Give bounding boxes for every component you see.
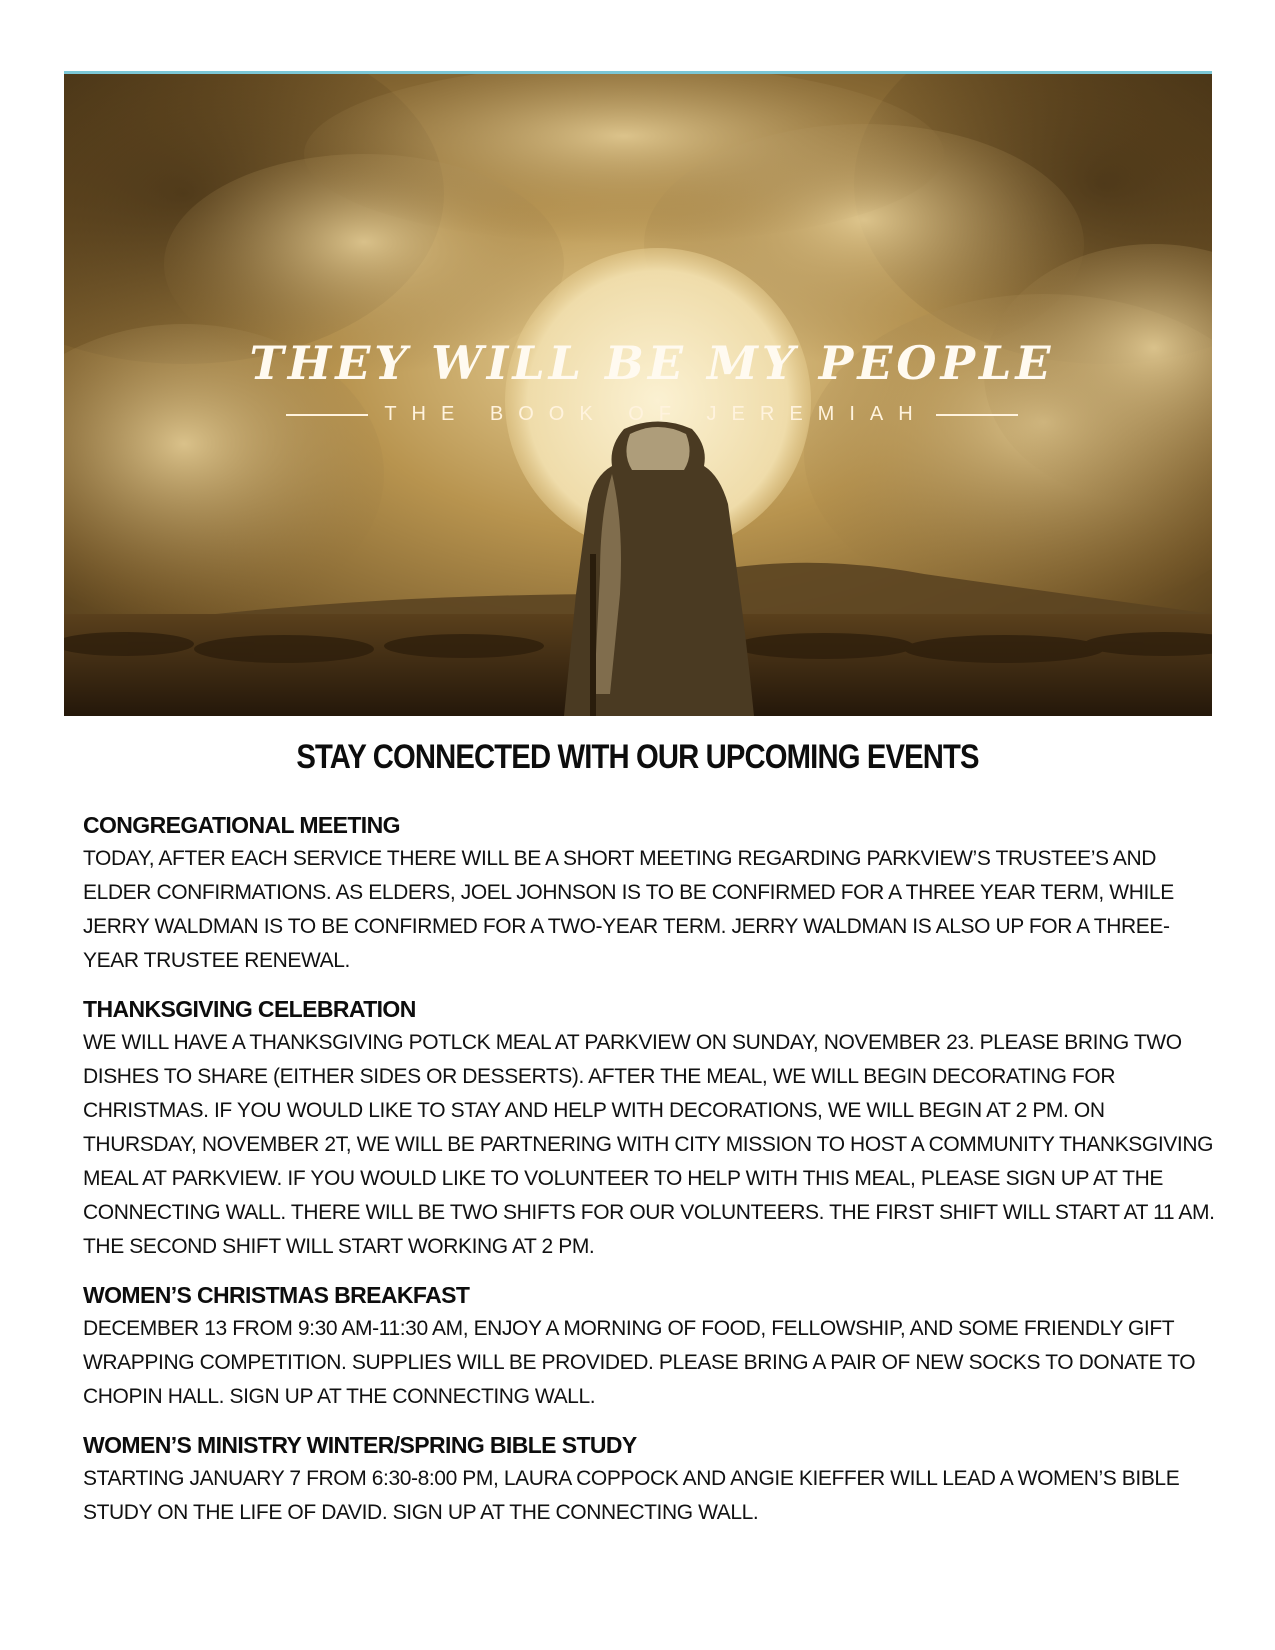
event-thanksgiving-celebration	[83, 992, 1223, 1264]
event-womens-christmas-breakfast	[83, 1278, 1223, 1414]
event-description: DECEMBER 13 FROM 9:30 AM-11:30 AM, ENJOY A MORNING OF FOOD, FELLOWSHIP, AND SOME FRIENDLY GIFT WRAPPING COMPETITION. SUPPLIES WILL BE PROVIDED. PLEASE BRING A PAIR OF NEW SOCKS TO DONATE TO CHOPIN HALL. SIGN UP AT THE CONNECTING WALL.	[83, 1317, 1196, 1408]
hero-subtitle-row	[78, 403, 1212, 426]
event-title: WOMEN’S CHRISTMAS BREAKFAST	[83, 1282, 470, 1308]
event-title: THANKSGIVING CELEBRATION	[83, 996, 416, 1022]
subtitle-rule-right	[936, 414, 1018, 416]
hero-artwork	[64, 74, 1212, 716]
hero-subtitle: THE BOOK OF JEREMIAH	[384, 403, 928, 425]
event-womens-bible-study	[83, 1428, 1223, 1530]
events-heading: STAY CONNECTED WITH OUR UPCOMING EVENTS	[296, 738, 979, 776]
event-description: TODAY, AFTER EACH SERVICE THERE WILL BE A SHORT MEETING REGARDING PARKVIEW’S TRUSTEE’S AND ELDER CONFIRMATIONS. AS ELDERS, JOEL JOHNSON IS TO BE CONFIRMED FOR A THREE YEAR TERM, WHILE JERRY WALDMAN IS TO BE CONFIRMED FOR A TWO-YEAR TERM. JERRY WALDMAN IS ALSO UP FOR A THREE-YEAR TRUSTEE RENEWAL.	[83, 847, 1174, 972]
event-congregational-meeting	[83, 808, 1223, 978]
event-title: CONGREGATIONAL MEETING	[83, 812, 400, 838]
hero-banner	[64, 74, 1212, 716]
events-list	[83, 808, 1223, 1544]
event-description: STARTING JANUARY 7 FROM 6:30-8:00 PM, LAURA COPPOCK AND ANGIE KIEFFER WILL LEAD A WOMEN’S BIBLE STUDY ON THE LIFE OF DAVID. SIGN UP AT THE CONNECTING WALL.	[83, 1467, 1180, 1524]
subtitle-rule-left	[286, 414, 368, 416]
event-title: WOMEN’S MINISTRY WINTER/SPRING BIBLE STUDY	[83, 1432, 637, 1458]
event-description: WE WILL HAVE A THANKSGIVING POTLCK MEAL AT PARKVIEW ON SUNDAY, NOVEMBER 23. PLEASE BRING TWO DISHES TO SHARE (EITHER SIDES OR DESSERTS). AFTER THE MEAL, WE WILL BEGIN DECORATING FOR CHRISTMAS. IF YOU WOULD LIKE TO STAY AND HELP WITH DECORATIONS, WE WILL BEGIN AT 2 PM. ON THURSDAY, NOVEMBER 2T, WE WILL BE PARTNERING WITH CITY MISSION TO HOST A COMMUNITY THANKSGIVING MEAL AT PARKVIEW. IF YOU WOULD LIKE TO VOLUNTEER TO HELP WITH THIS MEAL, PLEASE SIGN UP AT THE CONNECTING WALL. THERE WILL BE TWO SHIFTS FOR OUR VOLUNTEERS. THE FIRST SHIFT WILL START AT 11 AM. THE SECOND SHIFT WILL START WORKING AT 2 PM.	[83, 1031, 1215, 1258]
hero-title: THEY WILL BE MY PEOPLE	[249, 336, 1055, 390]
